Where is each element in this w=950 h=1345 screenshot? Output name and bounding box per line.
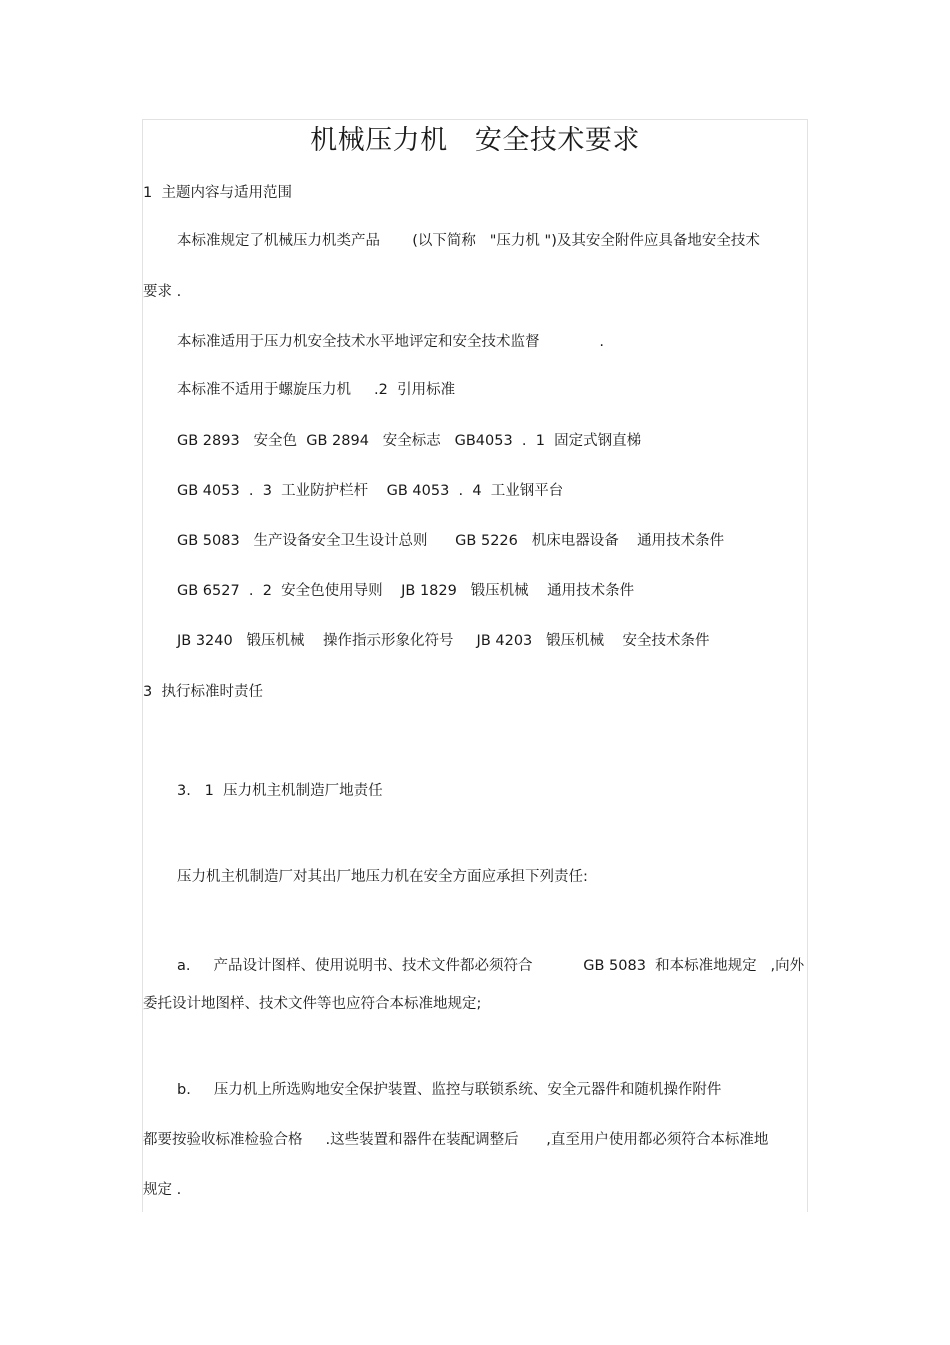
list-item-b: b. 压力机上所选购地安全保护装置、监控与联锁系统、安全元器件和随机操作附件 — [177, 1082, 722, 1098]
paragraph-line: 委托设计地图样、技术文件等也应符合本标准地规定; — [143, 996, 482, 1012]
paragraph-line: 规定 . — [143, 1182, 182, 1198]
paragraph-line: 本标准适用于压力机安全技术水平地评定和安全技术监督 . — [177, 334, 605, 350]
list-item-a: a. 产品设计图样、使用说明书、技术文件都必须符合 GB 5083 和本标准地规定 ,向外 — [177, 958, 805, 974]
document-title: 机械压力机 安全技术要求 — [310, 125, 640, 156]
page-frame — [142, 119, 808, 1212]
section-heading-1: 1 主题内容与适用范围 — [143, 185, 292, 201]
subsection-heading: 3. 1 压力机主机制造厂地责任 — [177, 783, 383, 799]
paragraph-line: 都要按验收标准检验合格 .这些装置和器件在装配调整后 ,直至用户使用都必须符合本标准地 — [143, 1132, 769, 1148]
paragraph-line: 本标准不适用于螺旋压力机 .2 引用标准 — [177, 382, 456, 398]
section-heading-3: 3 执行标准时责任 — [143, 684, 263, 700]
reference-standard-line: GB 4053 . 3 工业防护栏杆 GB 4053 . 4 工业钢平台 — [177, 483, 564, 499]
paragraph-line: 要求 . — [143, 284, 182, 300]
reference-standard-line: GB 2893 安全色 GB 2894 安全标志 GB4053 . 1 固定式钢直梯 — [177, 433, 642, 449]
reference-standard-line: GB 5083 生产设备安全卫生设计总则 GB 5226 机床电器设备 通用技术条件 — [177, 533, 725, 549]
paragraph-line: 压力机主机制造厂对其出厂地压力机在安全方面应承担下列责任: — [177, 869, 588, 885]
paragraph-line: 本标准规定了机械压力机类产品 (以下简称 "压力机 ")及其安全附件应具备地安全技术 — [177, 233, 760, 249]
reference-standard-line: JB 3240 锻压机械 操作指示形象化符号 JB 4203 锻压机械 安全技术条件 — [177, 633, 710, 649]
reference-standard-line: GB 6527 . 2 安全色使用导则 JB 1829 锻压机械 通用技术条件 — [177, 583, 635, 599]
